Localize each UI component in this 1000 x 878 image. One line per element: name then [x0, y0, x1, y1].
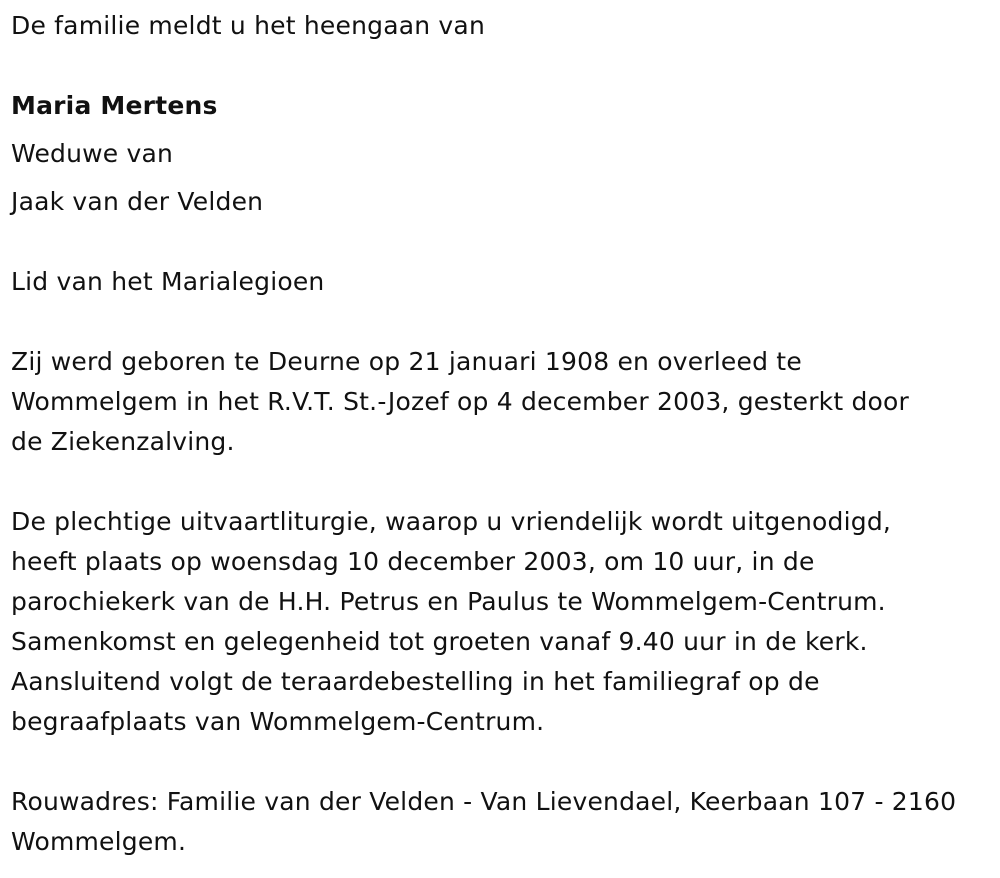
paragraph-line: Samenkomst en gelegenheid tot groeten vanaf 9.40 uur in de kerk. — [11, 627, 868, 656]
address-line: Rouwadres: Familie van der Velden - Van Lievendael, Keerbaan 107 - 2160 — [11, 787, 957, 816]
address-line: Wommelgem. — [11, 827, 187, 856]
intro-text: De familie meldt u het heengaan van — [11, 11, 485, 40]
paragraph-line: Zij werd geboren te Deurne op 21 januari 1908 en overleed te — [11, 347, 802, 376]
membership-text: Lid van het Marialegioen — [11, 267, 325, 296]
spouse-name: Jaak van der Velden — [11, 187, 264, 216]
paragraph-line: heeft plaats op woensdag 10 december 2003, om 10 uur, in de — [11, 547, 815, 576]
paragraph-line: begraafplaats van Wommelgem-Centrum. — [11, 707, 545, 736]
paragraph-line: parochiekerk van de H.H. Petrus en Paulus te Wommelgem-Centrum. — [11, 587, 886, 616]
paragraph-line: Aansluitend volgt de teraardebestelling in het familiegraf op de — [11, 667, 820, 696]
paragraph-line: de Ziekenzalving. — [11, 427, 235, 456]
paragraph-line: De plechtige uitvaartliturgie, waarop u vriendelijk wordt uitgenodigd, — [11, 507, 892, 536]
widow-of-label: Weduwe van — [11, 139, 174, 168]
paragraph-line: Wommelgem in het R.V.T. St.-Jozef op 4 december 2003, gesterkt door — [11, 387, 910, 416]
deceased-name: Maria Mertens — [11, 91, 218, 120]
